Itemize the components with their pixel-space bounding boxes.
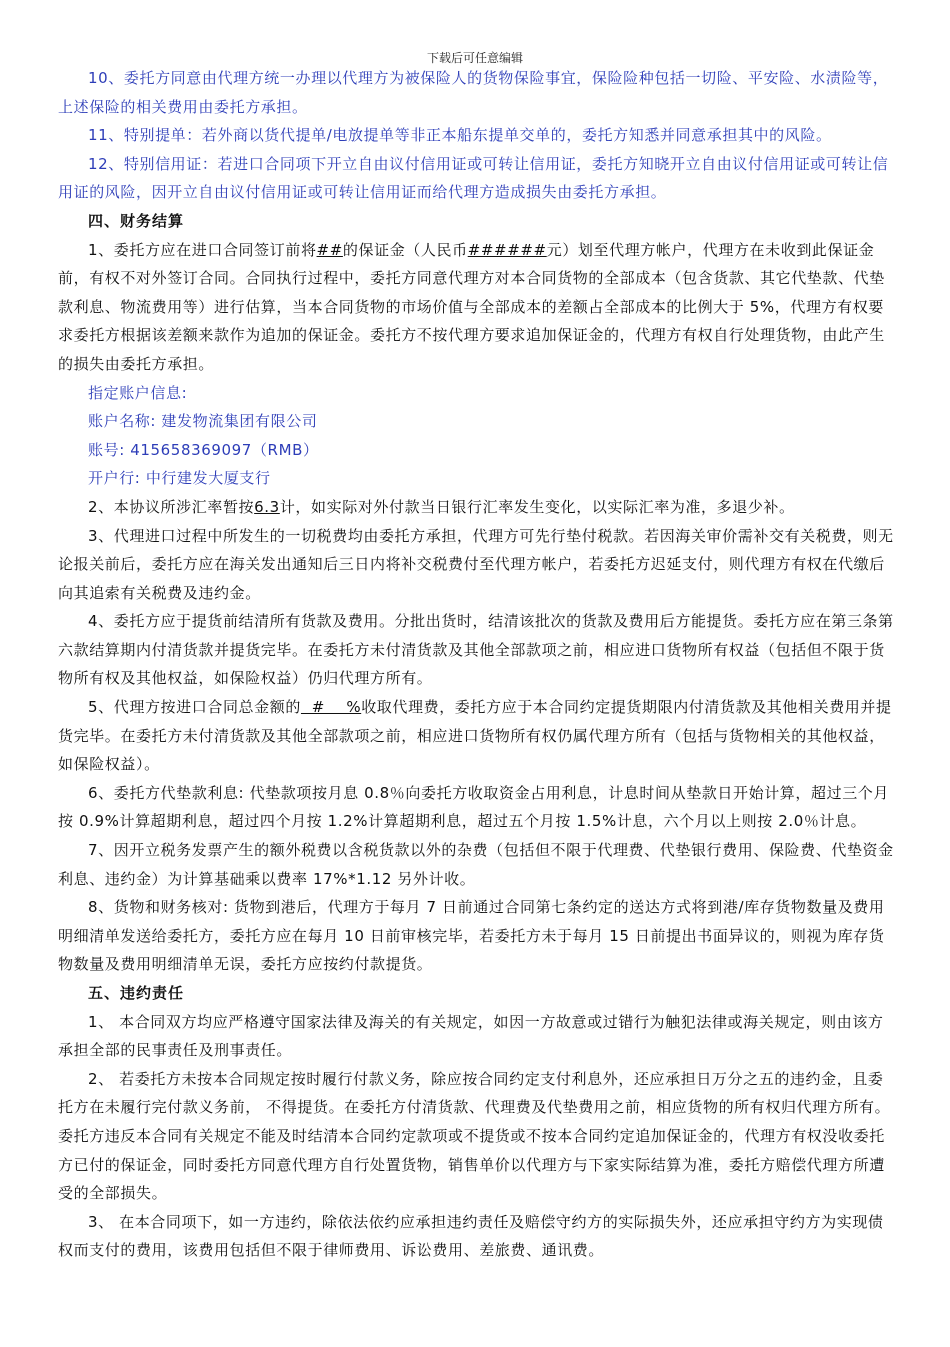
section-5-para-2: 2、 若委托方未按本合同规定按时履行付款义务，除应按合同约定支付利息外，还应承担日万分之五的违约金，且委托方在未履行完付款义务前， 不得提货。在委托方付清货款、代理费及代垫费用之前，相应货物的所有权归代理方所有。委托方违反本合同有关规定不能及时结清本合同约定款项或不提货或不按本合同约定追加保证金的，代理方有权没收委托方已付的保证金，同时委托方同意代理方自行处置货物，销售单价以代理方与下家实际结算为准，委托方赔偿代理方所遭受的全部损失。 <box>58 1069 891 1203</box>
agency-fee-blank: # % <box>300 698 362 717</box>
section-4-para-7: 7、因开立税务发票产生的额外税费以含税货款以外的杂费（包括但不限于代理费、代垫银行费用、保险费、代垫资金利息、违约金）为计算基础乘以费率 17%*1.12 另外计收。 <box>58 841 894 888</box>
section-4-para-6: 6、委托方代垫款利息: 代垫款项按月息 0.8％向委托方收取资金占用利息，计息时间从垫款日开始计算，超过三个月按 0.9%计算超期利息，超过四个月按 1.2%计算超期利息，超过五个月按 1.5%计息，六个月以上则按 2.0％计息。 <box>58 783 889 831</box>
para-1-text-c: 元）划至代理方帐户，代理方在未收到此保证金前，有权不对外签订合同。合同执行过程中，委托方同意代理方对本合同货物的全部成本（包含货款、其它代垫款、代垫款利息、物流费用等）进行估算，当本合同货物的市场价值与全部成本的差额占全部成本的比例大于 5%，代理方有权要求委托方根据该差额来款作为追加的保证金。委托方不按代理方要求追加保证金的，代理方有权自行处理货物，由此产生的损失由委托方承担。 <box>58 240 885 373</box>
section-4-para-5 <box>58 693 898 779</box>
section-5-title: 五、违约责任 <box>88 984 185 1002</box>
clause-12: 12、特别信用证：若进口合同项下开立自由议付信用证或可转让信用证，委托方知晓开立自由议付信用证或可转让信用证的风险，因开立自由议付信用证或可转让信用证而给代理方造成损失由委托方承担。 <box>58 154 889 202</box>
section-4-para-8: 8、货物和财务核对: 货物到港后，代理方于每月 7 日前通过合同第七条约定的送达方式将到港/库存货物数量及费用明细清单发送给委托方，委托方应在每月 10 日前审核完毕，若委托方未于每月 15 日前提出书面异议的，则视为库存货物数量及费用明细清单无误，委托方应按约付款提货。 <box>58 898 885 974</box>
section-4-para-3: 3、代理进口过程中所发生的一切税费均由委托方承担，代理方可先行垫付税款。若因海关审价需补交有关税费，则无论报关前后，委托方应在海关发出通知后三日内将补交税费付至代理方帐户，若委托方迟延支付，则代理方有权在代缴后向其追索有关税费及违约金。 <box>58 526 894 602</box>
para-2-text-a: 2、本协议所涉汇率暂按 <box>88 497 255 516</box>
para-2-text-b: 计，如实际对外付款当日银行汇率发生变化，以实际汇率为准，多退少补。 <box>279 497 795 516</box>
account-name: 账户名称: 建发物流集团有限公司 <box>88 412 318 431</box>
account-heading: 指定账户信息: <box>88 383 188 402</box>
deposit-ratio-blank: ## <box>316 240 343 259</box>
account-bank: 开户行: 中行建发大厦支行 <box>88 469 271 488</box>
para-1-text-b: 的保证金（人民币 <box>342 240 468 259</box>
para-5-text-a: 5、代理方按进口合同总金额的 <box>88 698 301 717</box>
exchange-rate-value: 6.3 <box>254 497 280 516</box>
section-4-para-4: 4、委托方应于提货前结清所有货款及费用。分批出货时，结清该批次的货款及费用后方能提货。委托方应在第三条第六款结算期内付清货款并提货完毕。在委托方未付清货款及其他全部款项之前，相应进口货物所有权益（包括但不限于货物所有权及其他权益，如保险权益）仍归代理方所有。 <box>58 612 894 688</box>
account-number: 账号: 415658369097（RMB） <box>88 440 319 459</box>
section-4-para-1 <box>58 236 898 379</box>
section-4-title: 四、财务结算 <box>88 211 185 230</box>
clause-10: 10、委托方同意由代理方统一办理以代理方为被保险人的货物保险事宜，保险险种包括一切险、平安险、水渍险等，上述保险的相关费用由委托方承担。 <box>58 69 889 116</box>
para-5-text-b: 收取代理费，委托方应于本合同约定提货期限内付清货款及其他相关费用并提货完毕。在委托方未付清货款及其他全部款项之前，相应进口货物所有权仍属代理方所有（包括与货物相关的其他权益，如保险权益）。 <box>58 698 892 774</box>
section-4-para-2 <box>58 493 898 522</box>
page-header: 下载后可任意编辑 <box>426 51 523 65</box>
section-5-para-1: 1、 本合同双方均应严格遵守国家法律及海关的有关规定，如因一方故意或过错行为触犯法律或海关规定，则由该方承担全部的民事责任及刑事责任。 <box>58 1012 884 1060</box>
section-5-para-3: 3、 在本合同项下，如一方违约，除依法依约应承担违约责任及赔偿守约方的实际损失外，还应承担守约方为实现债权而支付的费用，该费用包括但不限于律师费用、诉讼费用、差旅费、通讯费。 <box>58 1212 884 1260</box>
para-1-text-a: 1、委托方应在进口合同签订前将 <box>88 240 317 259</box>
deposit-amount-blank: ###### <box>467 240 547 259</box>
document-body <box>58 64 898 1265</box>
clause-11: 11、特别提单：若外商以货代提单/电放提单等非正本船东提单交单的，委托方知悉并同意承担其中的风险。 <box>88 126 832 145</box>
